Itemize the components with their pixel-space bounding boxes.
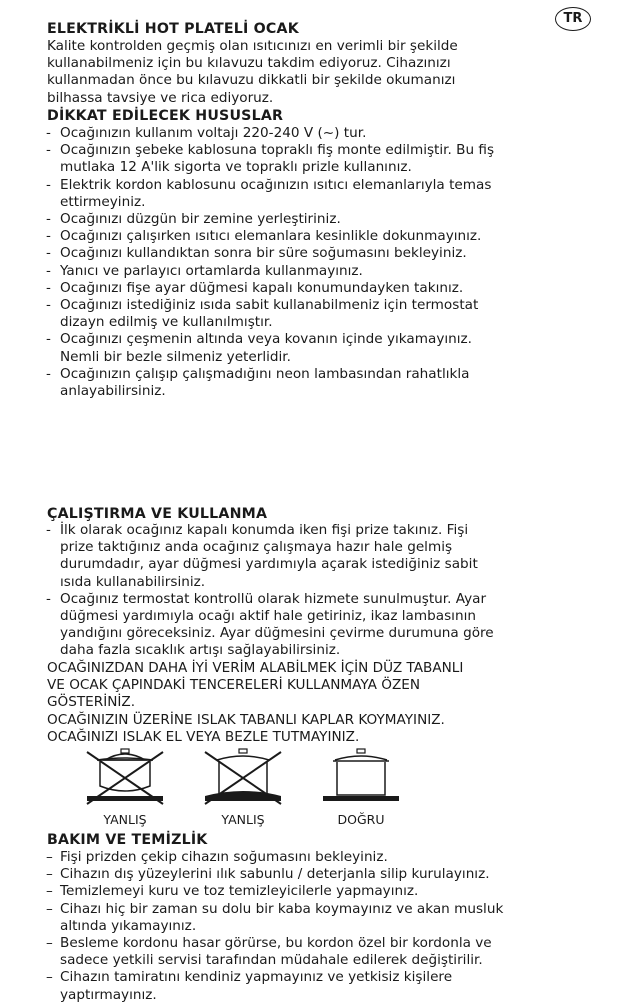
language-badge: TR <box>555 7 591 31</box>
intro-line: kullanabilmeniz için bu kılavuzu takdim ediyoruz. Cihazınızı <box>47 55 451 72</box>
warning-line: VE OCAK ÇAPINDAKİ TENCERELERİ KULLANMAYA ÖZEN <box>47 677 421 694</box>
operation-heading: ÇALIŞTIRMA VE KULLANMA <box>47 506 268 522</box>
list-item: - İlk olarak ocağınız kapalı konumda iken fişi prize takınız. Fişi prize taktığınız anda ocağınız çalışmaya hazır hale gelmiş durumdadır, ayar düğmesi yardımıyla açarak istediğiniz sabit ısıda kullanabilirsiniz. <box>46 522 478 590</box>
list-item: - Ocağınızı kullandıktan sonra bir süre soğumasını bekleyiniz. <box>46 245 467 262</box>
list-item: - Ocağınızı çalışırken ısıtıcı elemanlara kesinlikle dokunmayınız. <box>46 228 482 245</box>
list-item: - Ocağınız termostat kontrollü olarak hizmete sunulmuştur. Ayar düğmesi yardımıyla ocağı aktif hale getiriniz, ikaz lambasının yandığını göreceksiniz. Ayar düğmesini çevirme durumuna göre daha fazla sıcaklık artışı sağlayabilirsiniz. <box>46 590 494 659</box>
list-item: – Cihazın tamiratını kendiniz yapmayınız ve yetkisiz kişilere yaptırmayınız. <box>46 969 453 1003</box>
list-item: – Cihazın dış yüzeylerini ılık sabunlu / deterjanla silip kurulayınız. <box>46 866 490 883</box>
caution-heading: DİKKAT EDİLECEK HUSUSLAR <box>47 108 284 124</box>
warning-block <box>47 660 607 746</box>
wrong-pot-icon <box>75 746 175 812</box>
list-item: - Elektrik kordon kablosunu ocağınızın ısıtıcı elemanlarıyla temas ettirmeyiniz. <box>46 176 492 210</box>
document-title: ELEKTRİKLİ HOT PLATELİ OCAK <box>47 21 299 37</box>
figure-label: DOĞRU <box>337 812 385 827</box>
warning-line: GÖSTERİNİZ. <box>47 694 136 711</box>
figure-correct <box>311 746 411 830</box>
intro-line: Kalite kontrolden geçmiş olan ısıtıcınızı en verimli bir şekilde <box>47 38 458 54</box>
warning-line: OCAĞINIZDAN DAHA İYİ VERİM ALABİLMEK İÇİN DÜZ TABANLI <box>47 660 464 676</box>
list-item: - Ocağınızı istediğiniz ısıda sabit kullanabilmeniz için termostat dizayn edilmiş ve kullanılmıştır. <box>46 297 479 331</box>
maintenance-heading: BAKIM VE TEMİZLİK <box>47 832 208 848</box>
caution-list <box>46 125 601 400</box>
list-item: - Yanıcı ve parlayıcı ortamlarda kullanmayınız. <box>46 262 363 279</box>
list-item: - Ocağınızın kullanım voltajı 220-240 V (~) tur. <box>46 125 367 141</box>
pot-illustrations <box>75 746 415 830</box>
warning-line: OCAĞINIZI ISLAK EL VEYA BEZLE TUTMAYINIZ. <box>47 728 360 745</box>
correct-pot-icon <box>311 746 411 812</box>
list-item: - Ocağınızı düzgün bir zemine yerleştiriniz. <box>46 211 341 228</box>
operation-list <box>46 522 601 660</box>
wrong-pot-icon <box>193 746 293 812</box>
intro-line: kullanmadan önce bu kılavuzu dikkatli bir şekilde okumanızı <box>47 72 456 89</box>
list-item: – Besleme kordonu hasar görürse, bu kordon özel bir kordonla ve sadece yetkili servisi tarafından müdahale edilerek değiştirilir. <box>46 935 492 969</box>
warning-line: OCAĞINIZIN ÜZERİNE ISLAK TABANLI KAPLAR KOYMAYINIZ. <box>47 711 445 728</box>
intro-line: bilhassa tavsiye ve rica ediyoruz. <box>47 89 274 106</box>
figure-label: YANLIŞ <box>221 812 265 827</box>
intro-paragraph <box>47 38 592 107</box>
list-item: - Ocağınızı çeşmenin altında veya kovanın içinde yıkamayınız. Nemli bir bezle silmeniz yeterlidir. <box>46 331 472 365</box>
figure-label: YANLIŞ <box>103 812 147 827</box>
maintenance-list <box>46 849 601 1004</box>
figure-wrong-2 <box>193 746 293 830</box>
list-item: - Ocağınızın çalışıp çalışmadığını neon lambasından rahatlıkla anlayabilirsiniz. <box>46 365 470 400</box>
list-item: – Temizlemeyi kuru ve toz temizleyicilerle yapmayınız. <box>46 883 419 900</box>
list-item: – Cihazı hiç bir zaman su dolu bir kaba koymayınız ve akan musluk altında yıkamayınız. <box>46 900 504 934</box>
list-item: – Fişi prizden çekip cihazın soğumasını bekleyiniz. <box>46 849 388 865</box>
list-item: - Ocağınızın şebeke kablosuna topraklı fiş monte edilmiştir. Bu fiş mutlaka 12 A'lik sigorta ve topraklı prizle kullanınız. <box>46 142 495 176</box>
figure-wrong-1 <box>75 746 175 830</box>
list-item: - Ocağınızı fişe ayar düğmesi kapalı konumundayken takınız. <box>46 279 464 296</box>
